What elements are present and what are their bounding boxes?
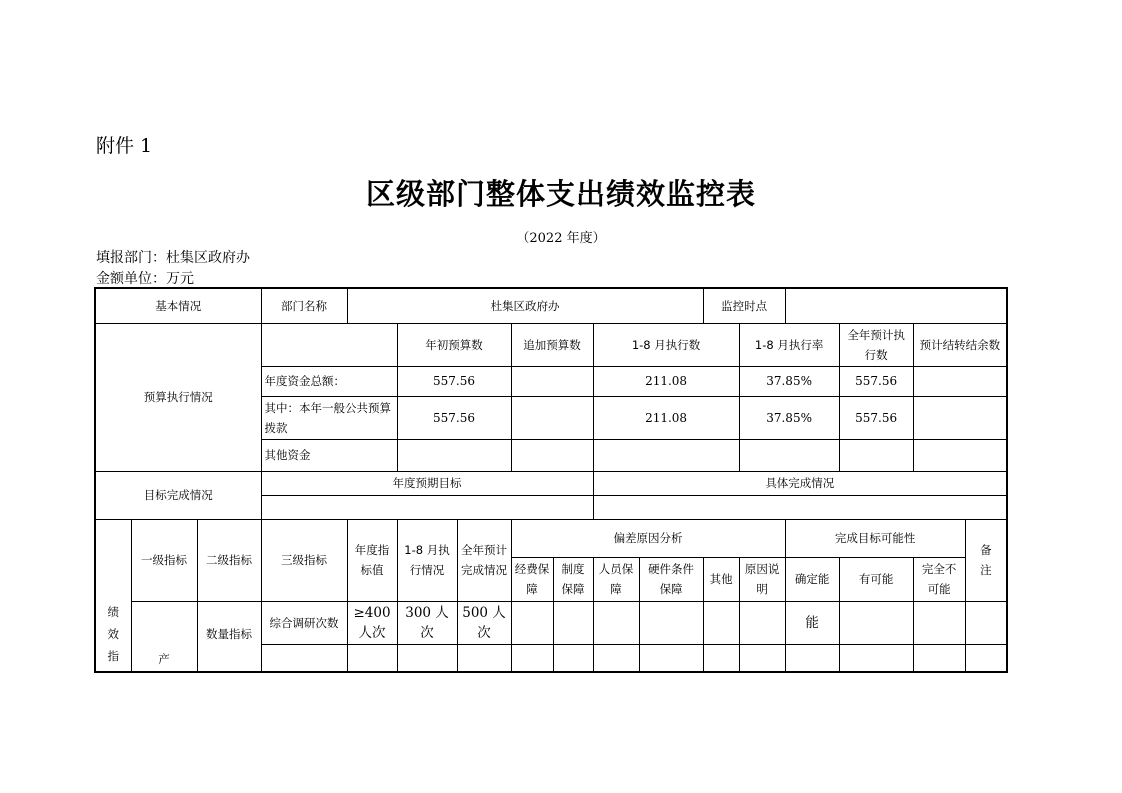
dev-reason-header: 原因说明	[739, 557, 785, 601]
attachment-label: 附件 1	[96, 135, 153, 157]
dev-other-header: 其他	[703, 557, 739, 601]
indicator-dev-funds	[511, 601, 553, 644]
dept-name-value: 杜集区政府办	[347, 288, 703, 323]
document-title: 区级部门整体支出绩效监控表	[365, 177, 756, 211]
pos-certain-header: 确定能	[785, 557, 839, 601]
goal-section-label: 目标完成情况	[95, 471, 261, 519]
perf-section-label	[95, 519, 131, 672]
row-other-forecast	[839, 439, 913, 471]
perf-char-2: 效	[107, 627, 119, 641]
indicator-dev-system	[553, 601, 593, 644]
quantity-indicator-label: 数量指标	[197, 601, 261, 672]
empty-cell	[593, 644, 639, 672]
empty-cell	[397, 644, 457, 672]
col-exec-rate: 1-8 月执行率	[739, 323, 839, 366]
row-total-rate: 37.85%	[739, 366, 839, 396]
empty-cell	[261, 644, 347, 672]
annual-target-header: 年度指标值	[347, 519, 397, 601]
level3-indicator-header: 三级指标	[261, 519, 347, 601]
budget-header-blank	[261, 323, 397, 366]
empty-cell	[739, 644, 785, 672]
empty-cell	[785, 644, 839, 672]
empty-cell	[639, 644, 703, 672]
report-year: （2022 年度）	[516, 231, 606, 246]
col-additional-budget: 追加预算数	[511, 323, 593, 366]
actual-completion-value	[593, 495, 1007, 519]
row-total-additional	[511, 366, 593, 396]
basic-info-label: 基本情况	[95, 288, 261, 323]
col-initial-budget: 年初预算数	[397, 323, 511, 366]
budget-section-label: 预算执行情况	[95, 323, 261, 471]
level2-indicator-header: 二级指标	[197, 519, 261, 601]
amount-unit: 金额单位：万元	[96, 271, 194, 287]
row-general-rate: 37.85%	[739, 396, 839, 439]
pos-possible-header: 有可能	[839, 557, 913, 601]
col-exec-amount: 1-8 月执行数	[593, 323, 739, 366]
row-general-initial: 557.56	[397, 396, 511, 439]
actual-completion-header: 具体完成情况	[593, 471, 1007, 495]
row-other-label: 其他资金	[261, 439, 397, 471]
row-total-forecast: 557.56	[839, 366, 913, 396]
indicator-pos-certain: 能	[785, 601, 839, 644]
annual-goal-header: 年度预期目标	[261, 471, 593, 495]
empty-cell	[965, 644, 1007, 672]
indicator-pos-impossible	[913, 601, 965, 644]
col-forecast-balance: 预计结转结余数	[913, 323, 1007, 366]
empty-cell	[511, 644, 553, 672]
indicator-dev-other	[703, 601, 739, 644]
row-total-exec: 211.08	[593, 366, 739, 396]
indicator-remarks	[965, 601, 1007, 644]
empty-cell	[839, 644, 913, 672]
indicator-name: 综合调研次数	[261, 601, 347, 644]
row-general-label: 其中：本年一般公共预算拨款	[261, 396, 397, 439]
row-total-balance	[913, 366, 1007, 396]
row-total-label: 年度资金总额：	[261, 366, 397, 396]
dev-staff-header: 人员保障	[593, 557, 639, 601]
indicator-dev-staff	[593, 601, 639, 644]
annual-goal-value	[261, 495, 593, 519]
pos-impossible-header: 完全不可能	[913, 557, 965, 601]
empty-cell	[703, 644, 739, 672]
dept-name-label: 部门名称	[261, 288, 347, 323]
deviation-analysis-header: 偏差原因分析	[511, 519, 785, 557]
level1-indicator-header: 一级指标	[131, 519, 197, 601]
exec-status-header: 1-8 月执行情况	[397, 519, 457, 601]
row-other-initial	[397, 439, 511, 471]
output-indicator-label: 产	[131, 601, 197, 672]
performance-monitoring-table	[94, 287, 1008, 673]
indicator-dev-reason	[739, 601, 785, 644]
dev-system-header: 制度保障	[553, 557, 593, 601]
perf-char-1: 绩	[107, 605, 119, 619]
row-other-additional	[511, 439, 593, 471]
dev-hardware-header: 硬件条件保障	[639, 557, 703, 601]
col-forecast-exec: 全年预计执行数	[839, 323, 913, 366]
indicator-target: ≥400 人次	[347, 601, 397, 644]
monitor-time-value	[785, 288, 1007, 323]
dev-funds-header: 经费保障	[511, 557, 553, 601]
row-general-exec: 211.08	[593, 396, 739, 439]
row-other-balance	[913, 439, 1007, 471]
row-general-forecast: 557.56	[839, 396, 913, 439]
indicator-exec: 300 人次	[397, 601, 457, 644]
row-general-additional	[511, 396, 593, 439]
perf-char-3: 指	[107, 649, 119, 663]
row-total-initial: 557.56	[397, 366, 511, 396]
indicator-forecast: 500 人次	[457, 601, 511, 644]
indicator-dev-hardware	[639, 601, 703, 644]
row-other-exec	[593, 439, 739, 471]
reporting-department: 填报部门：杜集区政府办	[96, 250, 250, 266]
indicator-pos-possible	[839, 601, 913, 644]
monitor-time-label: 监控时点	[703, 288, 785, 323]
empty-cell	[347, 644, 397, 672]
empty-cell	[457, 644, 511, 672]
completion-possibility-header: 完成目标可能性	[785, 519, 965, 557]
remarks-header: 备注	[965, 519, 1007, 601]
empty-cell	[913, 644, 965, 672]
row-other-rate	[739, 439, 839, 471]
forecast-completion-header: 全年预计完成情况	[457, 519, 511, 601]
empty-cell	[553, 644, 593, 672]
row-general-balance	[913, 396, 1007, 439]
